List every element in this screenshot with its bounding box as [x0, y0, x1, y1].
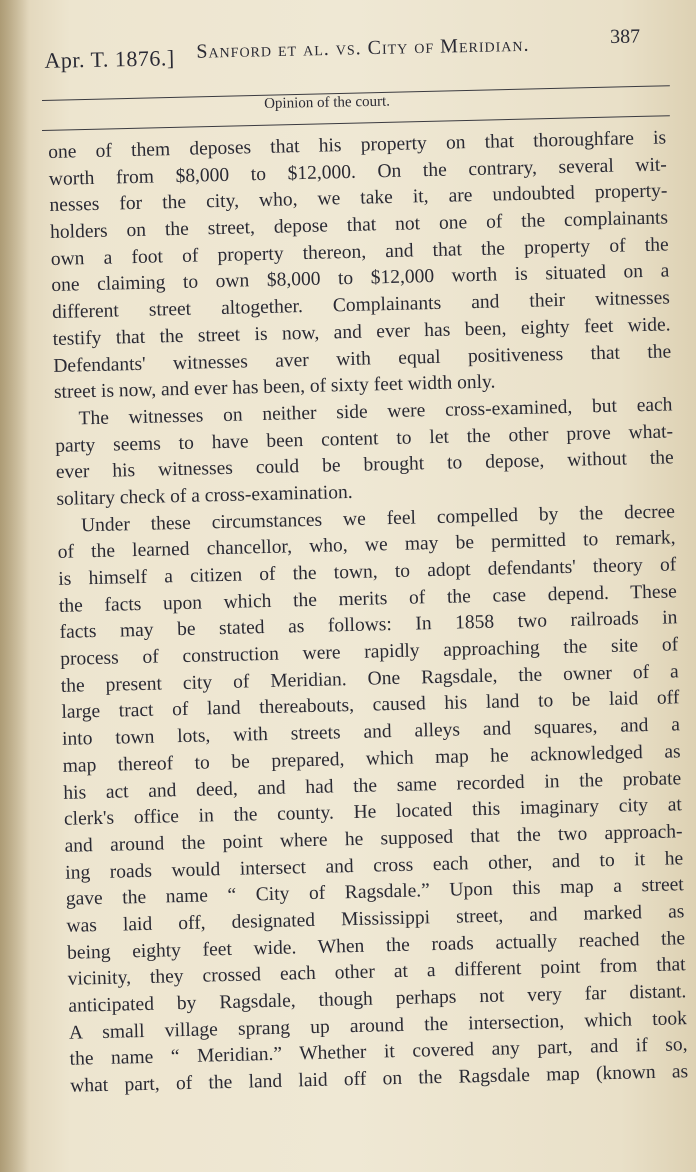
- text-line: holders on the street, depose that not one of the complainants: [49, 207, 669, 244]
- text-line: clerk's office in the county. He located this imaginary city at: [63, 794, 683, 830]
- text-line: anticipated by Ragsdale, though perhaps not very far distant.: [68, 981, 687, 1017]
- text-line: party seems to have been content to let the other prove what-: [54, 420, 674, 457]
- section-heading: Opinion of the court.: [264, 93, 391, 112]
- text-line: facts may be stated as follows: In 1858 two railroads in: [59, 607, 678, 644]
- text-line: what part, of the land laid off on the Ragsdale map (known as: [70, 1061, 689, 1097]
- text-line: solitary check of a cross-examination.: [56, 481, 353, 510]
- text-line: was laid off, designated Mississippi street, and marked as: [66, 901, 685, 937]
- text-line: large tract of land thereabouts, caused his land to be laid off: [61, 687, 680, 724]
- text-line: map thereof to be prepared, which map he acknowledged as: [62, 741, 681, 777]
- text-line: ever his witnesses could be brought to depose, without the: [55, 447, 674, 484]
- text-line: testify that the street is now, and ever has been, eighty feet wide.: [52, 314, 671, 350]
- text-line: own a foot of property thereon, and that the property of the: [50, 234, 669, 270]
- text-line: vicinity, they crossed each other at a different point from that: [67, 954, 686, 991]
- text-line: A small village sprang up around the intersection, which took: [68, 1007, 688, 1044]
- text-line: being eighty feet wide. When the roads actually reached the: [66, 927, 686, 964]
- text-line: of the learned chancellor, who, we may be permitted to remark,: [57, 527, 676, 564]
- page-number: 387: [609, 25, 641, 49]
- text-line: one of them deposes that his property on that thoroughfare is: [48, 127, 667, 163]
- text-line: worth from $8,000 to $12,000. On the contrary, several wit-: [48, 154, 667, 190]
- text-line: gave the name “ City of Ragsdale.” Upon this map a street: [65, 874, 684, 911]
- term-date: Apr. T. 1876.]: [44, 45, 175, 73]
- text-line: process of construction were rapidly approaching the site of: [59, 634, 679, 670]
- text-line: one claiming to own $8,000 to $12,000 worth is situated on a: [51, 260, 670, 297]
- text-line: Defendants' witnesses aver with equal positiveness that the: [53, 340, 672, 377]
- opinion-text: [48, 125, 688, 1100]
- text-line: ing roads would intersect and cross each other, and to it he: [65, 847, 684, 884]
- text-line: and around the point where he supposed that the two approach-: [64, 821, 683, 857]
- text-line: into town lots, with streets and alleys and squares, and a: [61, 714, 681, 750]
- text-line: is himself a citizen of the town, to adopt defendants' theory of: [58, 554, 677, 590]
- text-line: Under these circumstances we feel compelled by the decree: [80, 500, 676, 536]
- text-line: street is now, and ever has been, of sixty feet width only.: [53, 371, 496, 404]
- text-line: nesses for the city, who, we take it, are undoubted property-: [49, 180, 668, 217]
- text-line: his act and deed, and had the same recorded in the probate: [63, 767, 682, 804]
- binding-shadow: [0, 0, 30, 1172]
- case-title: Sanford et al. vs. City of Meridian.: [196, 33, 530, 63]
- text-line: different street altogether. Complainants and their witnesses: [51, 287, 671, 324]
- text-line: the present city of Meridian. One Ragsdale, the owner of a: [60, 661, 679, 697]
- text-line: the facts upon which the merits of the case depend. These: [58, 581, 678, 617]
- running-head: [40, 25, 661, 78]
- text-line: the name “ Meridian.” Whether it covered any part, and if so,: [69, 1034, 688, 1071]
- text-line: The witnesses on neither side were cross-examined, but each: [78, 394, 673, 430]
